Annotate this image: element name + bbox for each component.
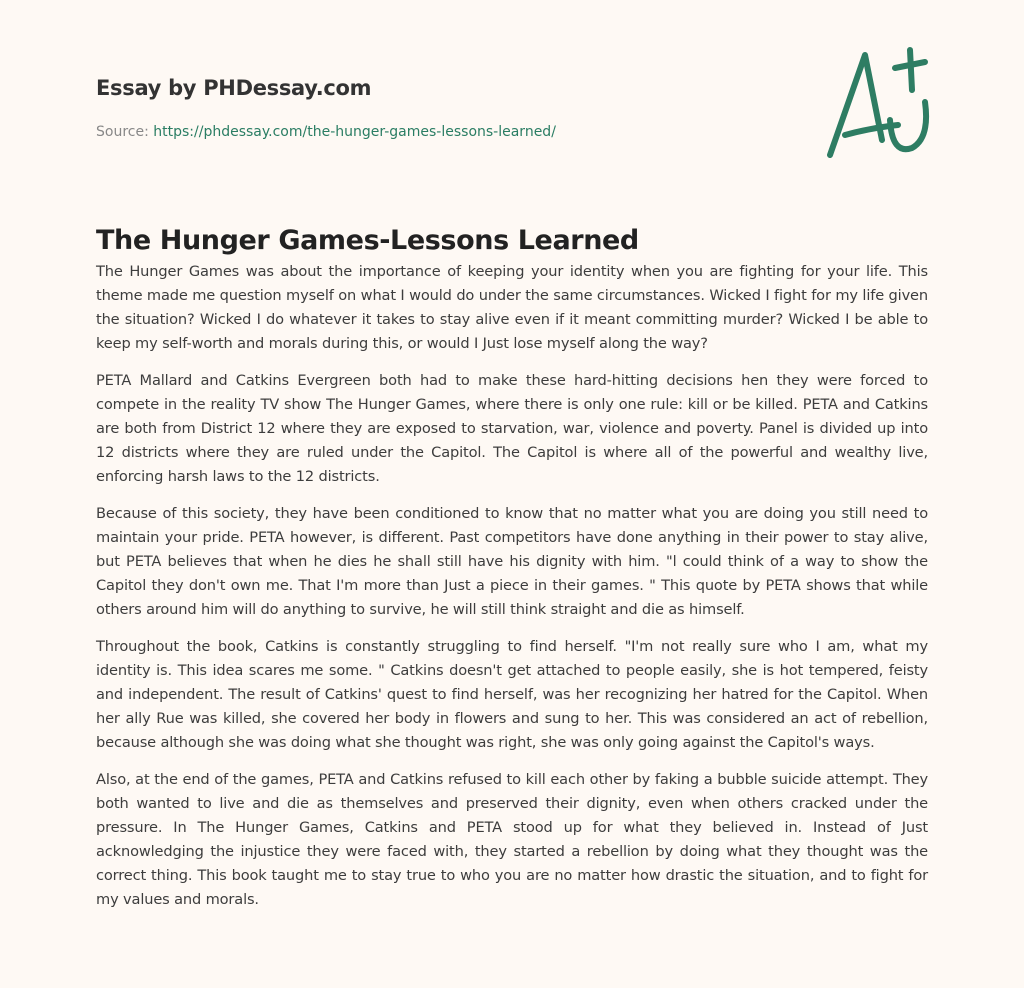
source-link[interactable]: https://phdessay.com/the-hunger-games-lessons-learned/ <box>153 124 556 140</box>
site-brand: Essay by PHDessay.com <box>96 76 372 100</box>
essay-paragraph: The Hunger Games was about the importance of keeping your identity when you are fighting for your life. This theme made me question myself on what I would do under the same circumstances. Wicked I fight for my life given the situation? Wicked I do whatever it takes to stay alive even if it meant committing murder? Wicked I be able to keep my self-worth and morals during this, or would I Just lose myself along the way? <box>96 263 928 352</box>
source-label: Source: <box>96 124 149 140</box>
a-plus-logo <box>820 40 940 165</box>
essay-paragraph: PETA Mallard and Catkins Evergreen both had to make these hard-hitting decisions hen they were forced to compete in the reality TV show The Hunger Games, where there is only one rule: kill or be killed. PETA and Catkins are both from District 12 where they are exposed to starvation, war, violence and poverty. Panel is divided up into 12 districts where they are ruled under the Capitol. The Capitol is where all of the powerful and wealthy live, enforcing harsh laws to the 12 districts. <box>96 372 928 485</box>
essay-title: The Hunger Games-Lessons Learned <box>96 225 639 256</box>
essay-paragraph: Also, at the end of the games, PETA and Catkins refused to kill each other by faking a bubble suicide attempt. They both wanted to live and die as themselves and preserved their dignity, even when others cracked under the pressure. In The Hunger Games, Catkins and PETA stood up for what they believed in. Instead of Just acknowledging the injustice they were faced with, they started a rebellion by doing what they thought was the correct thing. This book taught me to stay true to who you are no matter how drastic the situation, and to fight for my values and morals. <box>96 771 928 908</box>
essay-paragraph: Throughout the book, Catkins is constantly struggling to find herself. "I'm not really sure who I am, what my identity is. This idea scares me some. " Catkins doesn't get attached to people easily, she is hot tempered, feisty and independent. The result of Catkins' quest to find herself, was her recognizing her hatred for the Capitol. When her ally Rue was killed, she covered her body in flowers and sung to her. This was considered an act of rebellion, because although she was doing what she thought was right, she was only going against the Capitol's ways. <box>96 638 928 751</box>
essay-body <box>96 260 928 925</box>
essay-paragraph: Because of this society, they have been conditioned to know that no matter what you are doing you still need to maintain your pride. PETA however, is different. Past competitors have done anything in their power to stay alive, but PETA believes that when he dies he shall still have his dignity with him. "l could think of a way to show the Capitol they don't own me. That I'm more than Just a piece in their games. " This quote by PETA shows that while others around him will do anything to survive, he will still think straight and die as himself. <box>96 505 928 618</box>
source-line <box>96 124 556 140</box>
